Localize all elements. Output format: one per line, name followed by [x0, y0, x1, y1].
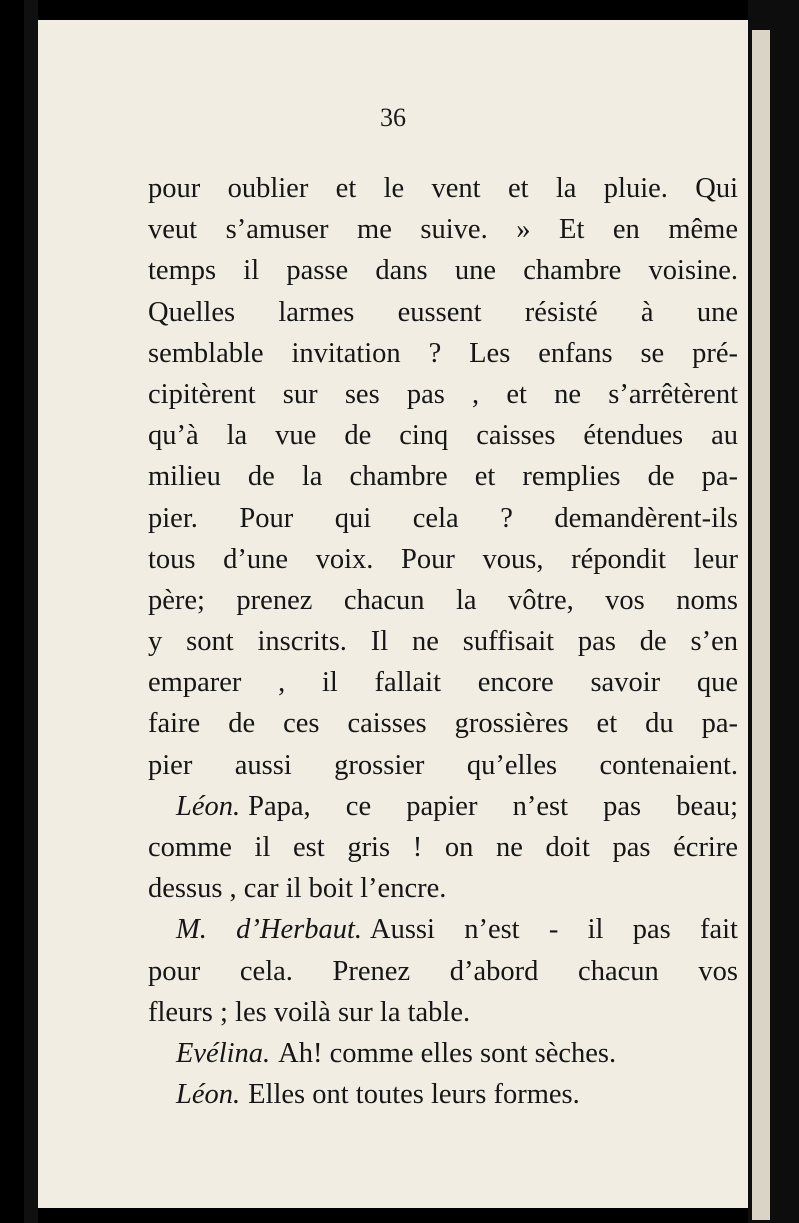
body-text [148, 168, 738, 1115]
text-line: Quelles larmes eussent résisté à une [148, 296, 738, 328]
speaker-name: Léon. [176, 1079, 241, 1111]
text-line: faire de ces caisses grossières et du pa- [148, 708, 738, 740]
text-line: tous d’une voix. Pour vous, répondit leur [148, 543, 738, 575]
next-page-strip [752, 30, 770, 1220]
text-line: temps il passe dans une chambre voisine. [148, 255, 738, 287]
dialogue-text: Elles ont toutes leurs formes. [248, 1079, 580, 1111]
speaker-name: M. d’Herbaut. [176, 914, 362, 946]
text-line: milieu de la chambre et remplies de pa- [148, 461, 738, 493]
text-line: veut s’amuser me suive. » Et en même [148, 214, 738, 246]
dialogue-text: comme il est gris ! on ne doit pas écrire [148, 832, 738, 863]
dialogue-text: dessus , car il boit l’encre. [148, 873, 447, 905]
dialogue-line [148, 909, 738, 950]
speaker-name: Léon. [176, 790, 241, 822]
dialogue-line [148, 1033, 738, 1074]
text-line: y sont inscrits. Il ne suffisait pas de s’en [148, 626, 738, 658]
dialogue-text: Papa, ce papier n’est pas beau; [248, 790, 738, 822]
text-line: pier aussi grossier qu’elles contenaient. [148, 749, 738, 781]
dialogue-line [148, 827, 738, 868]
book-page [38, 20, 748, 1208]
dialogue-line [148, 992, 738, 1033]
dialogue-text: pour cela. Prenez d’abord chacun vos [148, 955, 738, 987]
text-line: père; prenez chacun la vôtre, vos noms [148, 584, 738, 616]
text-line: pour oublier et le vent et la pluie. Qui [148, 173, 738, 204]
dialogue-text: Ah! comme elles sont sèches. [278, 1037, 617, 1069]
dialogue-text: Aussi n’est - il pas fait [370, 914, 738, 946]
left-book-edge [24, 0, 38, 1223]
dialogue-line [148, 786, 738, 827]
dialogue-line [148, 1074, 738, 1115]
text-line: emparer , il fallait encore savoir que [148, 667, 738, 699]
text-line: pier. Pour qui cela ? demandèrent-ils [148, 502, 738, 534]
text-line: qu’à la vue de cinq caisses étendues au [148, 420, 738, 452]
speaker-name: Evélina. [176, 1037, 271, 1069]
page-number: 36 [380, 103, 406, 132]
text-line: cipitèrent sur ses pas , et ne s’arrêtèrent [148, 378, 738, 410]
dialogue-text: fleurs ; les voilà sur la table. [148, 996, 471, 1028]
dialogue-line [148, 951, 738, 992]
text-line: semblable invitation ? Les enfans se pré- [148, 337, 738, 369]
dialogue-line [148, 868, 738, 909]
